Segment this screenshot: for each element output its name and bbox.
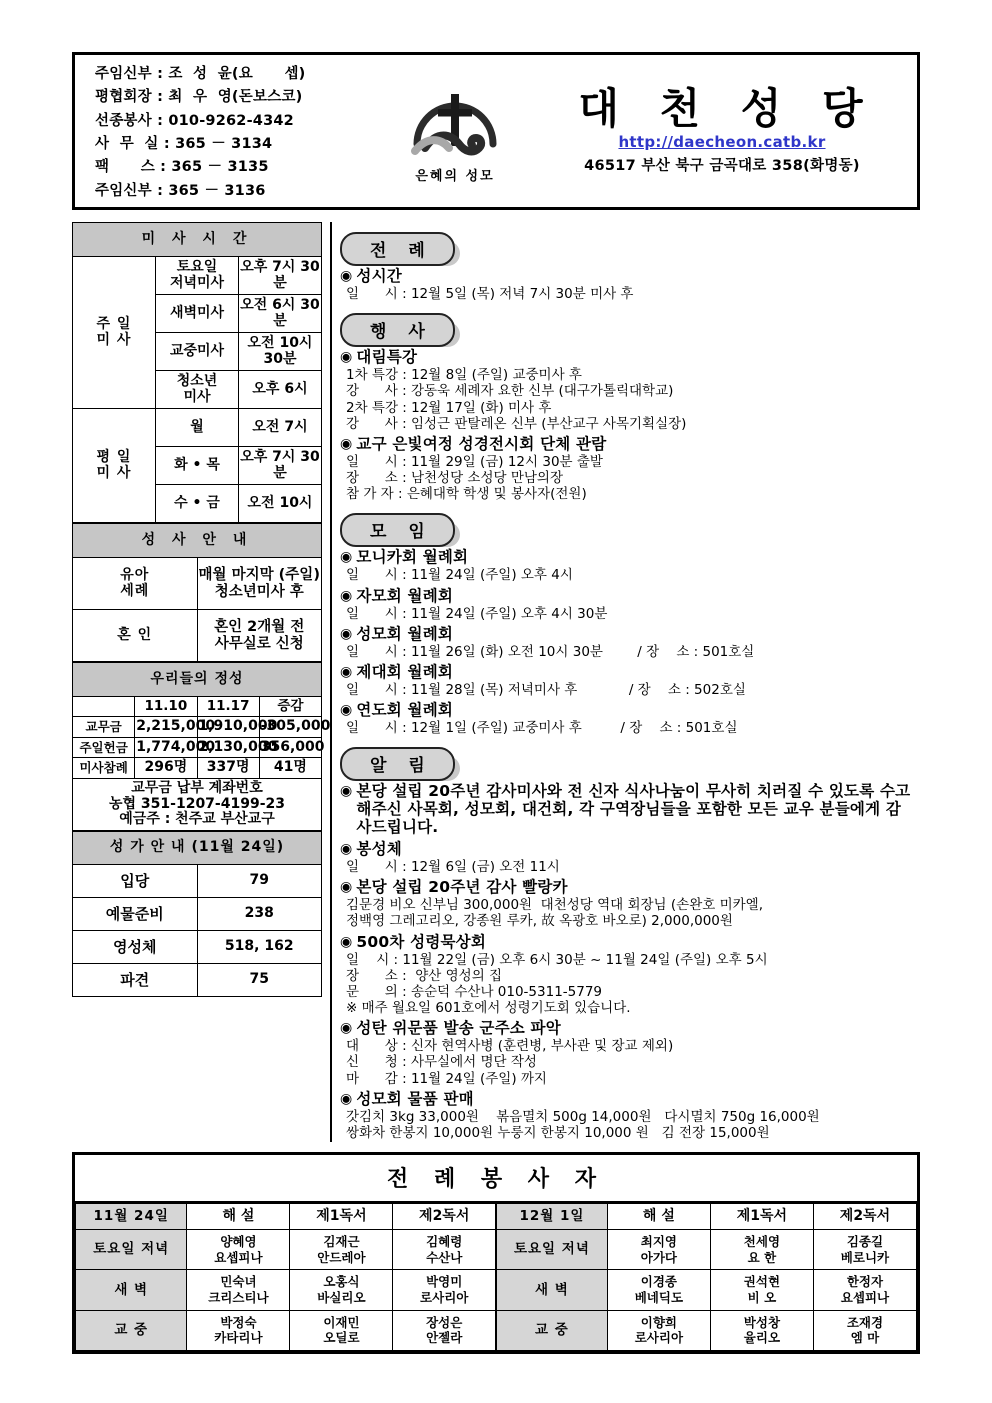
- table-row: [73, 865, 322, 898]
- bullet-icon: ◉: [340, 268, 353, 284]
- announcement-item: [340, 588, 916, 622]
- server-name: 양혜영 요셉피나: [187, 1230, 290, 1270]
- bullet-icon: ◉: [340, 587, 353, 604]
- contact-line: 사 무 실 : 365 － 3134: [95, 136, 273, 152]
- servers-time-label: 교 중: [496, 1310, 607, 1350]
- server-name: 김혜령 수산나: [393, 1230, 496, 1270]
- contact-info: [75, 59, 375, 204]
- bullet-icon: ◉: [340, 663, 353, 680]
- hymn-title: 성 가 안 내 (11월 24일): [73, 832, 322, 865]
- servers-title: 전 례 봉 사 자: [75, 1155, 917, 1203]
- bullet-icon: ◉: [340, 783, 353, 800]
- mass-name: 화 • 목: [156, 447, 239, 485]
- item-detail: 강 사 : 강동욱 세례자 요한 신부 (대구가톨릭대학교): [346, 383, 674, 400]
- item-title: ◉ 봉성체: [340, 840, 402, 859]
- item-title: ◉ 본당 설립 20주년 감사 빨랑카: [340, 878, 568, 897]
- announcement-item: [340, 1091, 916, 1141]
- table-row: [73, 697, 322, 717]
- sacrament-label: 혼 인: [73, 610, 198, 662]
- sacrament-title: 성 사 안 내: [73, 524, 322, 558]
- item-detail: 문 의 : 송순덕 수산나 010-5311-5779: [346, 983, 603, 1000]
- header-box: [72, 52, 920, 210]
- servers-date-right: 12월 1일: [496, 1204, 607, 1230]
- item-detail: 일 시 : 11월 24일 (주일) 오후 4시 30분: [346, 605, 608, 622]
- item-detail: 신 청 : 사무실에서 명단 작성: [346, 1054, 537, 1071]
- item-title: ◉ 모니카회 월례회: [340, 548, 469, 567]
- item-detail: 강 사 : 임성근 판탈레온 신부 (부산교구 사목기획실장): [346, 415, 687, 432]
- item-detail: 장 소 : 남천성당 소성당 만남의장: [346, 470, 563, 487]
- announcement-item: [340, 702, 916, 736]
- item-detail: 참 가 자 : 은혜대학 학생 및 봉사자(전원): [346, 486, 587, 503]
- item-detail: 김문경 비오 신부님 300,000원 대천성당 역대 회장님 (손완호 미카엘,: [346, 897, 763, 914]
- account-number: 농협 351-1207-4199-23: [109, 795, 285, 812]
- server-name: 최지영 아가다: [607, 1230, 710, 1270]
- offering-label: 미사참례: [73, 758, 135, 779]
- servers-column-header: 제2독서: [393, 1204, 496, 1230]
- hymn-number: 238: [197, 898, 322, 931]
- table-row: [73, 964, 322, 997]
- sacrament-table: [72, 523, 322, 662]
- section-header: [340, 513, 916, 549]
- servers-column-header: 해 설: [607, 1204, 710, 1230]
- mass-time: 오후 6시: [239, 371, 322, 409]
- church-address: 46517 부산 북구 금곡대로 358(화명동): [584, 158, 860, 175]
- offering-table: [72, 662, 331, 831]
- offering-value: 1,910,000: [197, 717, 259, 738]
- item-detail: 일 시 : 12월 5일 (목) 저녁 7시 30분 미사 후: [346, 285, 634, 302]
- section-pill-label: 알 림: [340, 747, 455, 781]
- hymn-label: 영성체: [73, 931, 198, 964]
- section-pill-label: 모 임: [340, 513, 455, 547]
- sacrament-value: 매월 마지막 (주일) 청소년미사 후: [197, 558, 322, 610]
- contact-line: 주임신부 : 365 － 3136: [95, 182, 266, 199]
- table-row: [76, 1310, 917, 1350]
- mass-name: 월: [156, 409, 239, 447]
- announcement-item: [340, 349, 916, 432]
- announcement-item: [340, 436, 916, 503]
- server-name: 민숙녀 크리스티나: [187, 1270, 290, 1310]
- server-name: 김재근 안드레아: [290, 1230, 393, 1270]
- table-row: [73, 717, 322, 738]
- server-name: 권석현 비 오: [710, 1270, 813, 1310]
- mass-time: 오전 7시: [239, 409, 322, 447]
- hymn-table: [72, 831, 322, 997]
- announcement-item: [340, 664, 916, 698]
- servers-time-label: 토요일 저녁: [76, 1230, 187, 1270]
- bullet-icon: ◉: [340, 879, 353, 896]
- offering-diff: 356,000: [259, 737, 321, 758]
- announcement-item: [340, 783, 916, 837]
- server-name: 장성은 안젤라: [393, 1310, 496, 1350]
- item-title: ◉ 성모회 월례회: [340, 624, 454, 643]
- offering-diff: -305,000: [259, 717, 321, 738]
- mass-name: 토요일 저녁미사: [156, 257, 239, 295]
- mass-name: 청소년 미사: [156, 371, 239, 409]
- item-title: ◉ 성탄 위문품 발송 군주소 파악: [340, 1019, 561, 1038]
- server-name: 이재민 오딜로: [290, 1310, 393, 1350]
- server-name: 박정숙 카타리나: [187, 1310, 290, 1350]
- hymn-label: 파견: [73, 964, 198, 997]
- mass-schedule-title: 미 사 시 간: [73, 223, 322, 257]
- contact-line: 선종봉사 : 010-9262-4342: [95, 112, 294, 129]
- offering-value: 296명: [135, 758, 197, 779]
- hymn-label: 예물준비: [73, 898, 198, 931]
- item-detail: 장 소 : 양산 영성의 집: [346, 967, 503, 984]
- parish-logo: [375, 78, 535, 184]
- server-name: 오홍식 바실리오: [290, 1270, 393, 1310]
- mass-name: 교중미사: [156, 333, 239, 371]
- item-detail: 일 시 : 11월 29일 (금) 12시 30분 출발: [346, 453, 603, 470]
- table-row: [76, 1230, 917, 1270]
- servers-column-header: 제1독서: [290, 1204, 393, 1230]
- item-detail: 정백영 그레고리오, 강종원 루카, 故 옥광호 바오로) 2,000,000원: [346, 913, 733, 930]
- announcement-item: [340, 549, 916, 583]
- table-row: [73, 610, 322, 662]
- servers-box: [72, 1152, 920, 1354]
- offering-value: 2,130,000: [197, 737, 259, 758]
- server-name: 이경종 베네딕도: [607, 1270, 710, 1310]
- offering-value: 1,774,000: [135, 737, 197, 758]
- item-detail: 일 시 : 11월 28일 (목) 저녁미사 후 / 장 소 : 502호실: [346, 681, 746, 698]
- item-title: ◉ 성모회 물품 판매: [340, 1089, 474, 1108]
- announcement-item: [340, 1020, 916, 1087]
- church-name: 대 천 성 당: [578, 83, 876, 133]
- servers-column-header: 해 설: [187, 1204, 290, 1230]
- bullet-icon: ◉: [340, 1020, 353, 1037]
- contact-line: 주임신부 : 조 성 윤(요 셉): [95, 65, 306, 82]
- bullet-icon: ◉: [340, 702, 353, 719]
- item-title: ◉ 500차 성령묵상회: [340, 932, 487, 951]
- section-header: [340, 747, 916, 783]
- contact-line: 팩 스 : 365 － 3135: [95, 159, 269, 176]
- offering-title: 우리들의 정성: [73, 663, 322, 697]
- offering-value: 2,215,000: [135, 717, 197, 738]
- item-title: ◉ 연도회 월례회: [340, 701, 454, 720]
- mass-name: 새벽미사: [156, 295, 239, 333]
- bullet-icon: ◉: [340, 349, 353, 366]
- bullet-icon: ◉: [340, 625, 353, 642]
- grace-mother-logo-icon: [407, 78, 503, 164]
- bullet-icon: ◉: [340, 1090, 353, 1107]
- item-detail: 1차 특강 : 12월 8일 (주일) 교중미사 후: [346, 367, 582, 384]
- table-row: [73, 409, 322, 447]
- offering-column-header: 증감: [259, 697, 321, 717]
- offering-value: 337명: [197, 758, 259, 779]
- item-detail: 일 시 : 11월 22일 (금) 오후 6시 30분 ~ 11월 24일 (주일) 오후 5시: [346, 951, 768, 968]
- server-name: 천세영 요 한: [710, 1230, 813, 1270]
- item-detail: ※ 매주 월요일 601호에서 성령기도회 있습니다.: [346, 1000, 631, 1017]
- item-title: ◉ 자모회 월례회: [340, 586, 454, 605]
- account-title: 교무금 납부 계좌번호: [131, 780, 263, 797]
- announcement-item: [340, 934, 916, 1017]
- section-pill-label: 행 사: [340, 313, 455, 347]
- account-holder: 예금주 : 천주교 부산교구: [119, 811, 275, 828]
- hymn-number: 518, 162: [197, 931, 322, 964]
- weekday-mass-label: 평 일 미 사: [73, 409, 156, 523]
- bullet-icon: ◉: [340, 549, 353, 566]
- announcement-item: [340, 268, 916, 302]
- item-title: ◉ 교구 은빛여정 성경전시회 단체 관람: [340, 434, 607, 453]
- item-detail: 일 시 : 12월 1일 (주일) 교중미사 후 / 장 소 : 501호실: [346, 720, 738, 736]
- bullet-icon: ◉: [340, 841, 353, 858]
- mass-time: 오전 10시: [239, 485, 322, 523]
- servers-date-left: 11월 24일: [76, 1204, 187, 1230]
- offering-column-header: [73, 697, 135, 717]
- server-name: 조재경 엠 마: [813, 1310, 916, 1350]
- servers-time-label: 토요일 저녁: [496, 1230, 607, 1270]
- sacrament-label: 유아 세례: [73, 558, 198, 610]
- item-detail: 쌍화차 한봉지 10,000원 누룽지 한봉지 10,000 원 김 전장 15,000원: [346, 1125, 770, 1141]
- table-row: [73, 737, 322, 758]
- contact-line: 평협회장 : 최 우 영(돈보스코): [95, 89, 303, 106]
- section-header: [340, 232, 916, 268]
- table-row: [73, 558, 322, 610]
- servers-table: [75, 1203, 917, 1351]
- offering-label: 교무금: [73, 717, 135, 738]
- section-header: [340, 313, 916, 349]
- offering-column-header: 11.17: [197, 697, 259, 717]
- section-pill-label: 전 례: [340, 232, 455, 266]
- mass-time: 오후 7시 30분: [239, 447, 322, 485]
- servers-column-header: 제2독서: [813, 1204, 916, 1230]
- hymn-number: 79: [197, 865, 322, 898]
- item-title: ◉ 성시간: [340, 267, 402, 285]
- mass-time: 오후 7시 30분: [239, 257, 322, 295]
- account-info: [73, 779, 322, 831]
- offering-diff: 41명: [259, 758, 321, 779]
- announcement-item: [340, 626, 916, 660]
- church-url[interactable]: http://daecheon.catb.kr: [618, 133, 826, 152]
- server-name: 박영미 로사리아: [393, 1270, 496, 1310]
- mass-time: 오전 6시 30분: [239, 295, 322, 333]
- servers-time-label: 새 벽: [496, 1270, 607, 1310]
- server-name: 박성창 율리오: [710, 1310, 813, 1350]
- offering-column-header: 11.10: [135, 697, 197, 717]
- announcement-item: [340, 841, 916, 875]
- servers-time-label: 새 벽: [76, 1270, 187, 1310]
- item-title: ◉ 제대회 월례회: [340, 662, 454, 681]
- item-detail: 갓김치 3kg 33,000원 볶음멸치 500g 14,000원 다시멸치 750g 16,000원: [346, 1108, 820, 1125]
- hymn-label: 입당: [73, 865, 198, 898]
- item-detail: 일 시 : 11월 26일 (화) 오전 10시 30분 / 장 소 : 501호실: [346, 643, 755, 660]
- sacrament-value: 혼인 2개월 전 사무실로 신청: [197, 610, 322, 662]
- item-title: ◉ 본당 설립 20주년 감사미사와 전 신자 식사나눔이 무사히 치러질 수 있도록 수고해주신 사목회, 성모회, 대건회, 각 구역장님들을 포함한 모든 교우 분들에게 감사드립니다.: [340, 782, 911, 837]
- announcements-column: [330, 222, 920, 1142]
- left-column: [72, 222, 331, 997]
- announcement-item: [340, 879, 916, 929]
- item-detail: 2차 특강 : 12월 17일 (화) 미사 후: [346, 399, 552, 416]
- mass-name: 수 • 금: [156, 485, 239, 523]
- logo-caption: 은혜의 성모: [415, 169, 495, 184]
- table-row: [73, 758, 322, 779]
- table-row: [76, 1270, 917, 1310]
- item-detail: 대 상 : 신자 현역사병 (훈련병, 부사관 및 장교 제외): [346, 1038, 674, 1055]
- mass-time: 오전 10시 30분: [239, 333, 322, 371]
- table-row: [73, 257, 322, 295]
- item-title: ◉ 대림특강: [340, 348, 418, 367]
- item-detail: 일 시 : 12월 6일 (금) 오전 11시: [346, 859, 560, 876]
- item-detail: 일 시 : 11월 24일 (주일) 오후 4시: [346, 567, 573, 584]
- server-name: 이향희 로사리아: [607, 1310, 710, 1350]
- table-row: [73, 898, 322, 931]
- table-row: [76, 1204, 917, 1230]
- table-row: [73, 931, 322, 964]
- bullet-icon: ◉: [340, 933, 353, 950]
- sunday-mass-label: 주 일 미 사: [73, 257, 156, 409]
- mass-schedule-table: [72, 222, 322, 523]
- title-block: [535, 83, 917, 175]
- bullet-icon: ◉: [340, 435, 353, 452]
- server-name: 한정자 요셉피나: [813, 1270, 916, 1310]
- server-name: 김종길 베로니카: [813, 1230, 916, 1270]
- hymn-number: 75: [197, 964, 322, 997]
- servers-column-header: 제1독서: [710, 1204, 813, 1230]
- servers-time-label: 교 중: [76, 1310, 187, 1350]
- offering-label: 주일헌금: [73, 737, 135, 758]
- item-detail: 마 감 : 11월 24일 (주일) 까지: [346, 1070, 547, 1087]
